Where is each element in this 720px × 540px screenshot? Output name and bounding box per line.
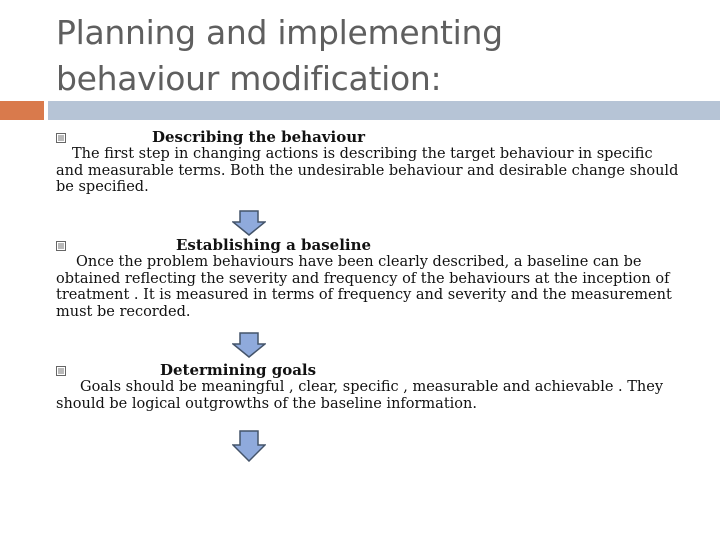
title-rule-accent [0,101,44,120]
section-heading: Determining goals [160,361,317,379]
title-rule-bar [48,101,720,120]
slide-title-line2: behaviour modification: [56,59,442,98]
checkbox-bullet-icon [56,133,66,143]
section-body: Once the problem behaviours have been clearly described, a baseline can be obtained reflecting the severity and frequency of the behaviours at the inception of treatment . It is measured in terms of frequency and severity and the measurement must be recorded. [56,254,672,320]
section-heading: Establishing a baseline [176,236,372,254]
slide-title-line1: Planning and implementing [56,13,503,52]
section-heading: Describing the behaviour [152,128,366,146]
down-arrow-icon [232,210,266,236]
slide-title [56,10,676,102]
section-determining-goals [56,361,681,412]
down-arrow-icon [232,430,266,462]
section-body: The first step in changing actions is describing the target behaviour in specific and measurable terms. Both the undesirable behaviour and desirable change should be specified. [56,146,679,195]
checkbox-bullet-icon [56,241,66,251]
section-describing-behaviour [56,128,681,196]
down-arrow-icon [232,332,266,358]
section-establishing-baseline [56,236,681,320]
section-body: Goals should be meaningful , clear, specific , measurable and achievable . They should be logical outgrowths of the baseline information. [56,379,664,412]
checkbox-bullet-icon [56,366,66,376]
